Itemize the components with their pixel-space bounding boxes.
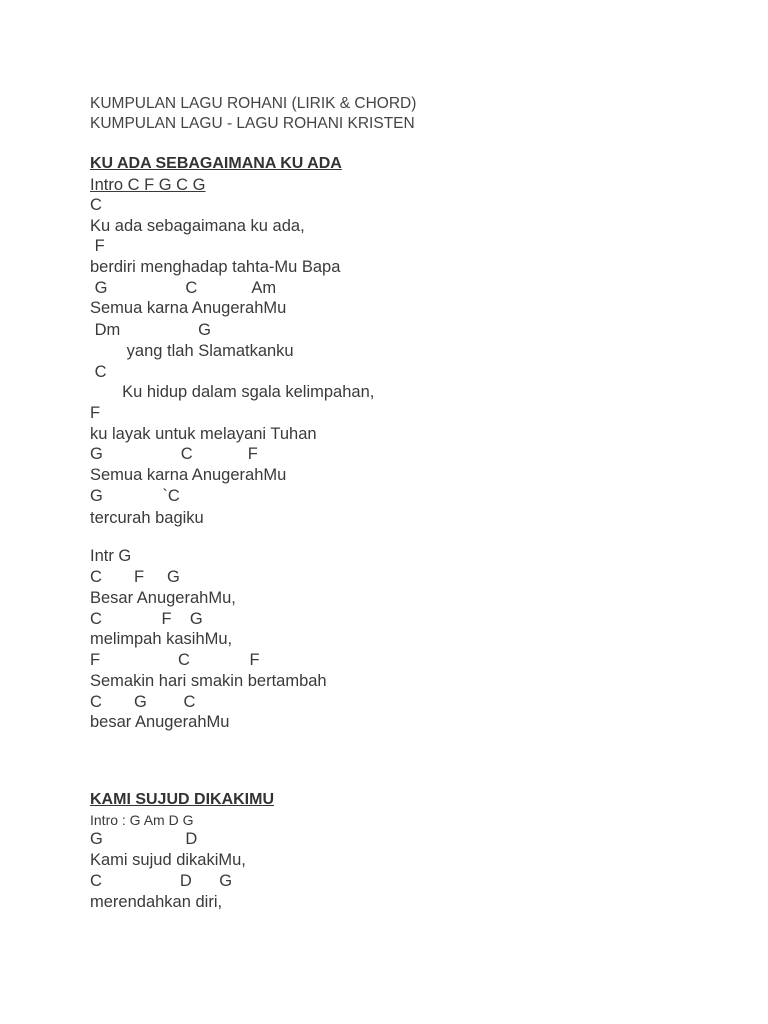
chord-line: F [90, 237, 105, 255]
lyric-line: yang tlah Slamatkanku [90, 342, 294, 360]
lyric-line: ku layak untuk melayani Tuhan [90, 425, 317, 443]
chorus-intro: Intr G [90, 547, 132, 565]
chord-line: C F G [90, 568, 180, 586]
chord-line: C [90, 363, 107, 381]
lyric-line: Semakin hari smakin bertambah [90, 672, 327, 690]
chord-line: G C F [90, 445, 258, 463]
header-line-2: KUMPULAN LAGU - LAGU ROHANI KRISTEN [90, 115, 415, 132]
lyric-line: Kami sujud dikakiMu, [90, 851, 246, 869]
lyric-line: merendahkan diri, [90, 893, 223, 911]
header-line-1: KUMPULAN LAGU ROHANI (LIRIK & CHORD) [90, 95, 417, 112]
chord-line: C F G [90, 610, 203, 628]
song-title: KAMI SUJUD DIKAKIMU [90, 791, 274, 808]
chord-line: C D G [90, 872, 233, 890]
song-intro: Intro : G Am D G [90, 812, 194, 828]
chord-line: G D [90, 830, 198, 848]
chord-line: C G C [90, 693, 196, 711]
lyric-line: Ku ada sebagaimana ku ada, [90, 217, 305, 235]
chord-line: G C Am [90, 279, 277, 297]
lyric-line: tercurah bagiku [90, 509, 204, 527]
chord-line: C [90, 196, 102, 214]
chord-line: F C F [90, 651, 260, 669]
lyric-line: Ku hidup dalam sgala kelimpahan, [90, 383, 375, 401]
lyric-line: besar AnugerahMu [90, 713, 230, 731]
lyric-line: berdiri menghadap tahta-Mu Bapa [90, 258, 341, 276]
lyric-line: Semua karna AnugerahMu [90, 466, 287, 484]
lyric-line: Semua karna AnugerahMu [90, 299, 287, 317]
chord-line: Dm G [90, 321, 212, 339]
song-intro: Intro C F G C G [90, 176, 206, 194]
chord-line: G `C [90, 487, 180, 505]
lyric-line: Besar AnugerahMu, [90, 589, 236, 607]
lyric-line: melimpah kasihMu, [90, 630, 233, 648]
song-title: KU ADA SEBAGAIMANA KU ADA [90, 155, 342, 172]
chord-line: F [90, 404, 101, 422]
